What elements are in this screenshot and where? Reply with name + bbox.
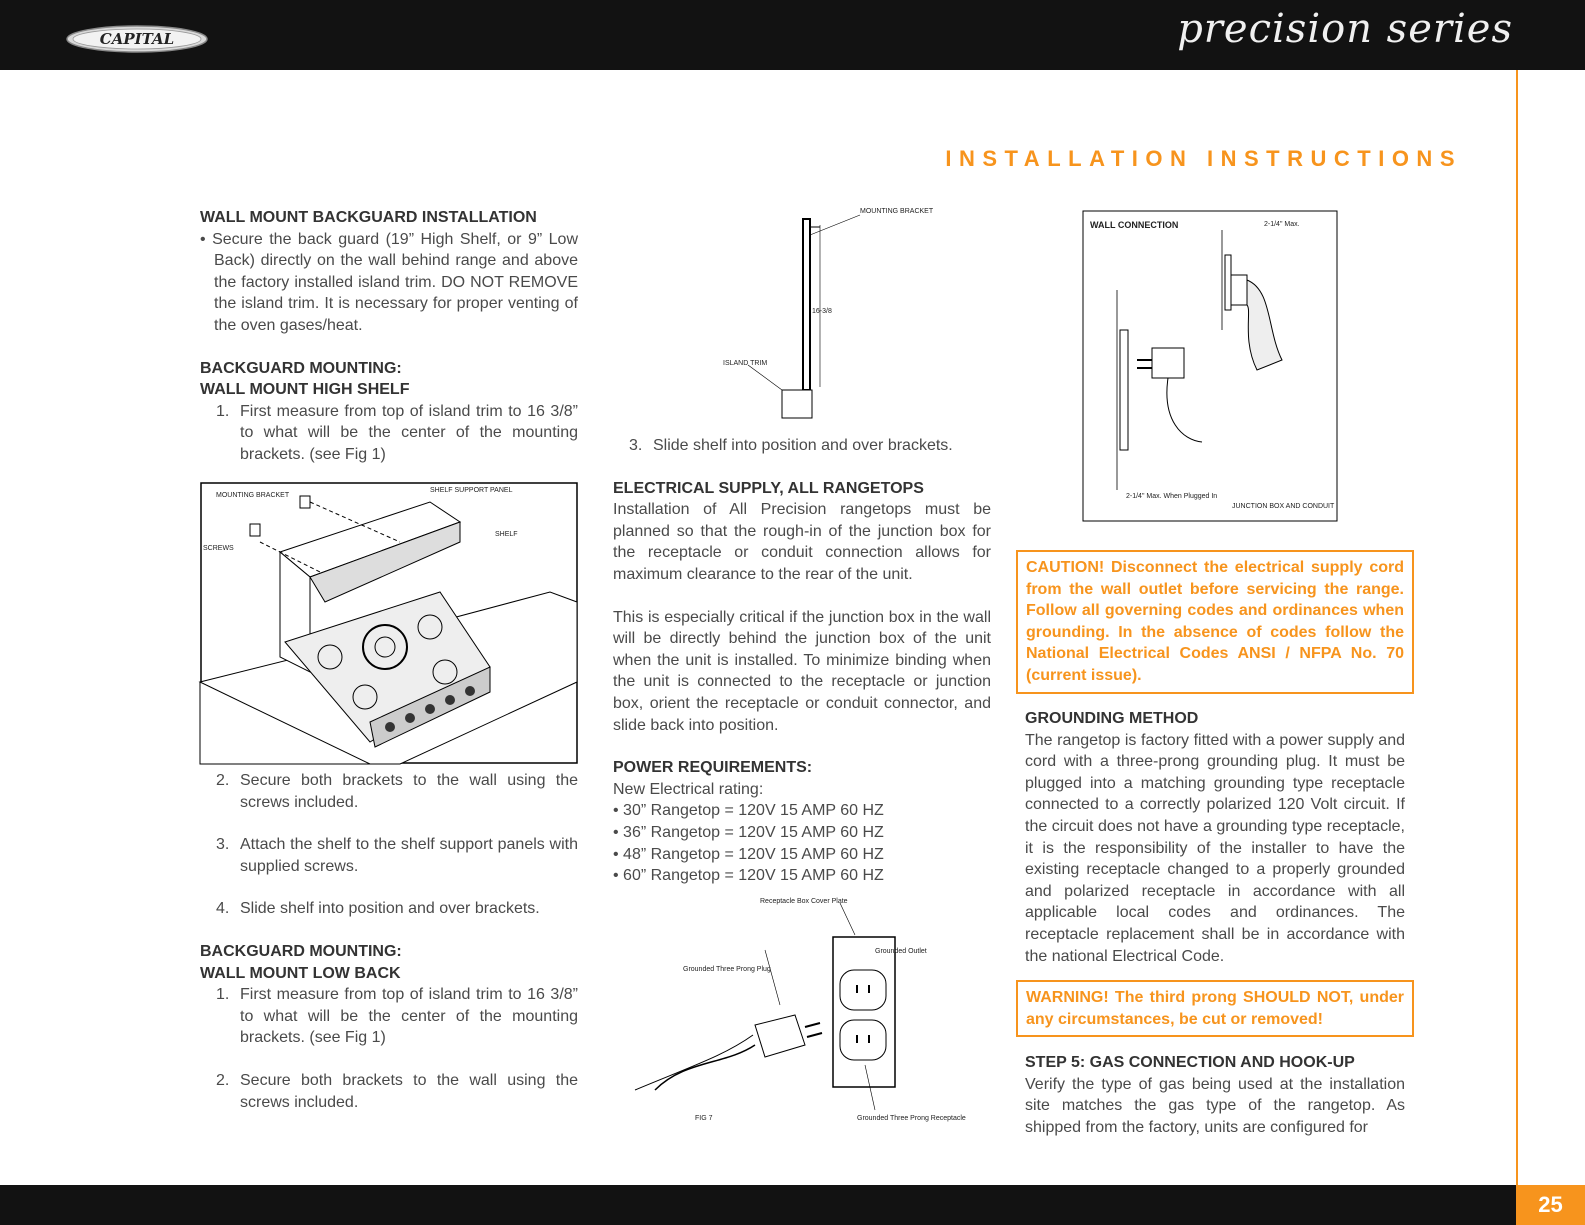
wall-conn-jb: JUNCTION BOX AND CONDUIT [1232,503,1335,510]
section-mounting-label: MOUNTING BRACKET [860,208,934,215]
footer-bar [0,1185,1585,1225]
high-shelf-step-1: 1. First measure from top of island trim to 16 3/8” to what will be the center of the mounting brackets. (see Fig 1) [216,402,578,463]
high-shelf-step-2: 2. Secure both brackets to the wall using the screws included. [216,772,578,811]
electrical-para-1: Installation of All Precision rangetops must be planned so that the rough-in of the junction box for the receptacle or conduit connection allows for maximum clearance to the rear of the unit. [613,501,991,583]
grounding-text: The rangetop is factory fitted with a power supply and cord with a three-prong grounding plug. It must be plugged into a matching grounding type receptacle connected to a correctly polarized 120 Volt circuit. If the circuit does not have a grounding type receptacle, it is the responsibility of the installer to have the existing receptacle changed to a properly grounded and polarized receptacle in accordance with all applicable local codes and ordinances. The receptacle replacement shall be in accordance with the national Electrical Code. [1025,731,1405,965]
power-line-30: • 30” Rangetop = 120V 15 AMP 60 HZ [613,802,884,820]
high-shelf-step-3: 3. Attach the shelf to the shelf support panels with supplied screws. [216,836,578,875]
orange-rule [1516,70,1518,1185]
wall-conn-max1: 2-1/4" Max. [1264,221,1300,228]
warning-box: WARNING! The third prong SHOULD NOT, under any circumstances, be cut or removed! [1016,980,1414,1037]
step5-text: Verify the type of gas being used at the installation site matches the gas type of the rangetop. As shipped from the factory, units are configured for [1025,1075,1405,1136]
high-shelf-step-4: 4. Slide shelf into position and over brackets. [216,900,540,918]
heading-electrical: ELECTRICAL SUPPLY, ALL RANGETOPS [613,479,924,497]
heading-backguard-b: BACKGUARD MOUNTING: [200,942,402,960]
column-2 [613,435,991,887]
low-back-step-1: 1. First measure from top of island trim to 16 3/8” to what will be the center of the mounting brackets. (see Fig 1) [216,986,578,1047]
heading-wall-mount: WALL MOUNT BACKGUARD INSTALLATION [200,209,537,226]
heading-high-shelf: WALL MOUNT HIGH SHELF [200,381,410,399]
wall-conn-title: WALL CONNECTION [1090,220,1179,230]
fig1-shelf-diagram [200,482,578,764]
power-line-60: • 60” Rangetop = 120V 15 AMP 60 HZ [613,867,884,885]
fig7-outlet-label: Grounded Outlet [875,948,927,955]
rating-label: New Electrical rating: [613,780,764,798]
capital-logo [66,25,208,53]
column-3-step5 [1025,1052,1405,1138]
section-island-label: ISLAND TRIM [723,360,768,367]
fig7-cover-label: Receptacle Box Cover Plate [760,898,848,905]
power-line-48: • 48” Rangetop = 120V 15 AMP 60 HZ [613,845,884,863]
slide-step-3: 3. Slide shelf into position and over brackets. [629,437,953,454]
heading-backguard-a: BACKGUARD MOUNTING: [200,359,402,377]
wall-mount-text: • Secure the back guard (19” High Shelf, or 9” Low Back) directly on the wall behind range and above the factory installed island trim. DO NOT REMOVE the island trim. It is necessary for proper venting of the oven gases/heat. [200,230,578,334]
column-1-continued [200,770,578,1113]
fig7-label: FIG 7 [695,1115,713,1122]
heading-low-back: WALL MOUNT LOW BACK [200,964,401,982]
wall-conn-max2: 2-1/4" Max. When Plugged In [1126,493,1218,500]
section-dim-label: 16-3/8 [812,308,832,315]
fig7-outlet-diagram [635,895,965,1140]
heading-step5: STEP 5: GAS CONNECTION AND HOOK-UP [1025,1054,1355,1071]
side-section-diagram [720,205,934,425]
fig7-receptacle-label: Grounded Three Prong Receptacle [857,1115,966,1122]
series-title: precision series [1177,6,1513,52]
heading-power: POWER REQUIREMENTS: [613,759,813,777]
caution-box: CAUTION! Disconnect the electrical supply cord from the wall outlet before servicing the range. Follow all governing codes and ordinances when grounding. In the absence of codes follow the National Electrical Codes ANSI / NFPA No. 70 (current issue). [1016,550,1414,694]
logo-text: CAPITAL [99,30,175,48]
power-line-36: • 36” Rangetop = 120V 15 AMP 60 HZ [613,823,884,841]
fig7-plug-label: Grounded Three Prong Plug [683,966,771,973]
fig1-mounting-label: MOUNTING BRACKET [216,492,290,499]
column-3 [1025,708,1405,967]
section-title: INSTALLATION INSTRUCTIONS [945,146,1462,171]
page-number: 25 [1516,1185,1585,1225]
fig1-shelf-label: SHELF [495,531,518,538]
heading-grounding: GROUNDING METHOD [1025,710,1199,727]
fig1-screws-label: SCREWS [203,545,234,552]
low-back-step-2: 2. Secure both brackets to the wall using the screws included. [216,1071,578,1111]
wall-connection-diagram [1082,210,1338,522]
column-1 [200,207,578,466]
electrical-para-2: This is especially critical if the junction box in the wall will be directly behind the junction box of the unit when the unit is installed. To minimize binding when the unit is connected to the receptacle or junction box, orient the receptacle or conduit connector, and slide back into position. [613,608,991,734]
fig1-shelf-support-label: SHELF SUPPORT PANEL [430,487,513,494]
